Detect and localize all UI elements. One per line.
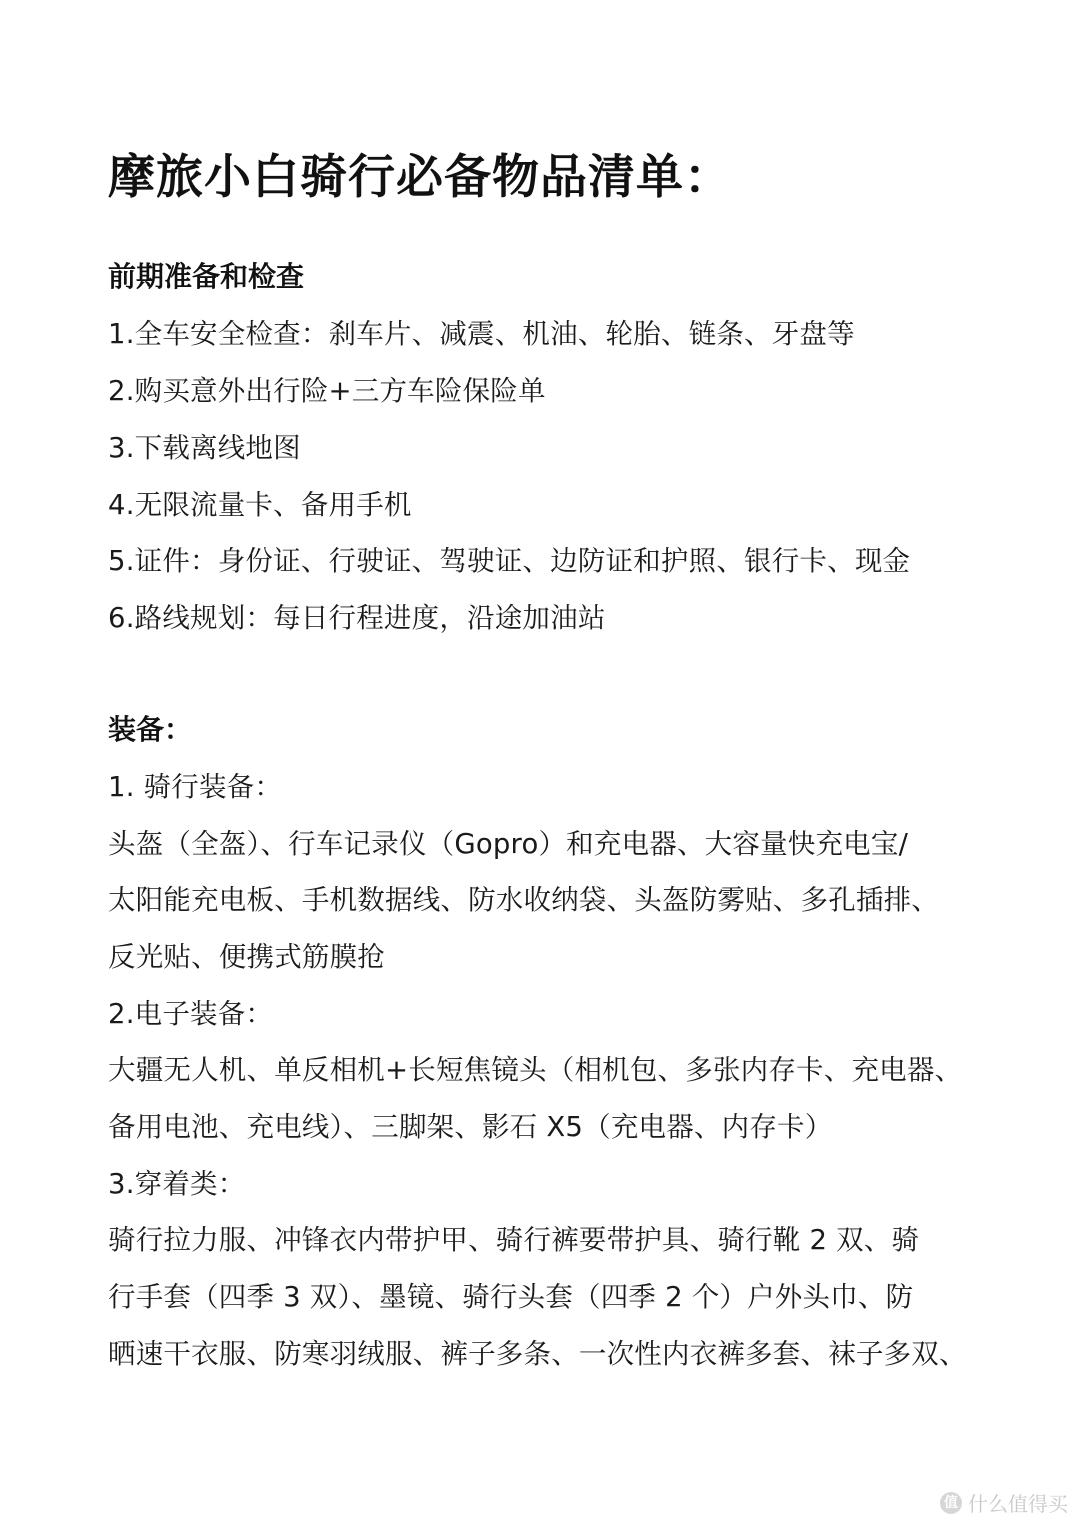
document-title: 摩旅小白骑行必备物品清单： xyxy=(108,150,732,205)
paragraph-line: 大疆无人机、单反相机+长短焦镜头（相机包、多张内存卡、充电器、 xyxy=(108,1054,963,1086)
paragraph-line: 备用电池、充电线）、三脚架、影石 X5（充电器、内存卡） xyxy=(108,1111,833,1143)
list-item: 5.证件：身份证、行驶证、驾驶证、边防证和护照、银行卡、现金 xyxy=(108,545,911,577)
paragraph-line: 太阳能充电板、手机数据线、防水收纳袋、头盔防雾贴、多孔插排、 xyxy=(108,884,939,916)
subheading-riding-gear: 1. 骑行装备： xyxy=(108,771,283,803)
list-item: 3.下载离线地图 xyxy=(108,432,301,464)
watermark xyxy=(940,1488,1068,1517)
paragraph-line: 骑行拉力服、冲锋衣内带护甲、骑行裤要带护具、骑行靴 2 双、骑 xyxy=(108,1224,920,1256)
paragraph-line: 反光贴、便携式筋膜抢 xyxy=(108,941,385,973)
list-item: 6.路线规划：每日行程进度，沿途加油站 xyxy=(108,602,606,634)
paragraph-line: 晒速干衣服、防寒羽绒服、裤子多条、一次性内衣裤多套、袜子多双、 xyxy=(108,1338,967,1370)
section-heading-preparation: 前期准备和检查 xyxy=(108,260,305,293)
watermark-logo-icon: 值 xyxy=(940,1492,962,1514)
paragraph-line: 行手套（四季 3 双）、墨镜、骑行头套（四季 2 个）户外头巾、防 xyxy=(108,1281,914,1313)
watermark-text: 什么值得买 xyxy=(968,1492,1068,1516)
list-item: 2.购买意外出行险+三方车险保险单 xyxy=(108,375,546,407)
subheading-clothing: 3.穿着类： xyxy=(108,1168,246,1200)
list-item: 1.全车安全检查：刹车片、减震、机油、轮胎、链条、牙盘等 xyxy=(108,318,855,350)
subheading-electronics: 2.电子装备： xyxy=(108,998,274,1030)
paragraph-line: 头盔（全盔）、行车记录仪（Gopro）和充电器、大容量快充电宝/ xyxy=(108,828,909,860)
section-heading-equipment: 装备： xyxy=(108,713,193,746)
list-item: 4.无限流量卡、备用手机 xyxy=(108,489,412,521)
